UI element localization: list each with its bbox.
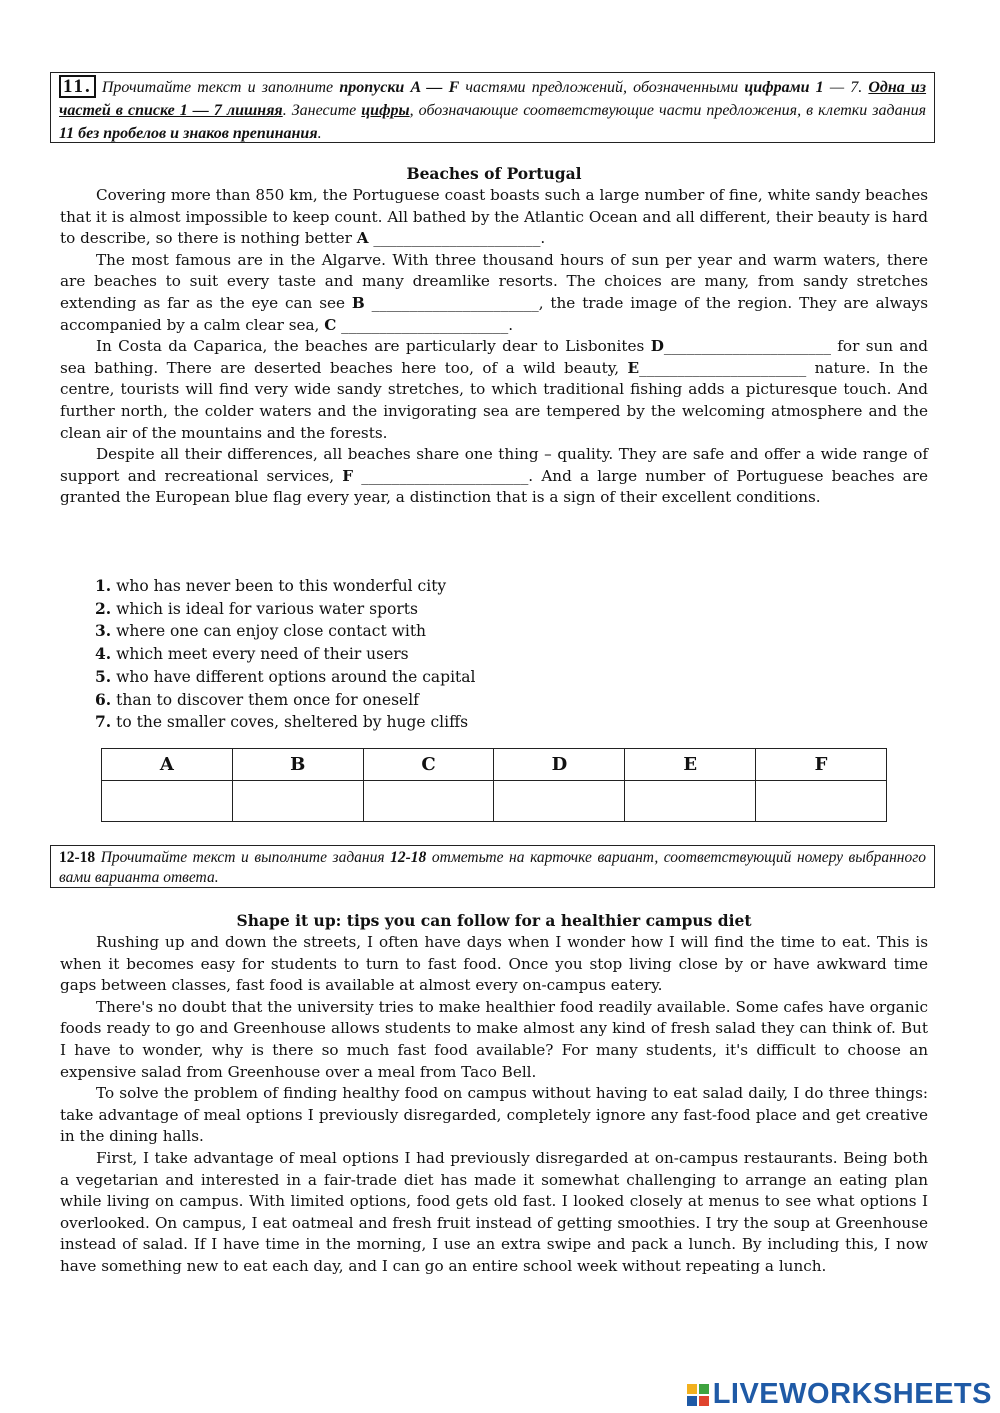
bold-text: цифрами 1 [744, 79, 824, 96]
answer-input-d[interactable] [494, 781, 624, 821]
bold-text: 11 без пробелов и знаков препинания [59, 125, 318, 142]
text-segment: — 7. [823, 79, 869, 96]
reading-title: Beaches of Portugal [406, 164, 582, 183]
text-segment: ______________________. [368, 229, 546, 248]
reading-text-campus [60, 932, 928, 1278]
answer-header: F [756, 749, 887, 781]
option-item: 4. which meet every need of their users [95, 644, 409, 664]
text-segment: To solve the problem of finding healthy food on campus without having to eat salad daily, I do three things: take advantage of meal options I previously disregarded, completely ignore any fast-food place and get creative in the dining halls. [60, 1084, 928, 1146]
answer-input-f[interactable] [756, 781, 886, 821]
answer-header: C [363, 749, 494, 781]
text-segment: Прочитайте текст и выполните задания [95, 849, 391, 866]
task12-instruction-text [59, 849, 926, 886]
text-segment: Covering more than 850 km, the Portuguese coast boasts such a large number of fine, white sandy beaches that it is almost impossible to keep count. All bathed by the Atlantic Ocean and all different, their beauty is hard to describe, so there is nothing better [60, 186, 928, 248]
text-segment: . [317, 125, 322, 142]
paragraph [60, 250, 928, 336]
bold-text: F [342, 466, 354, 485]
reading-text-beaches [60, 185, 928, 509]
option-item: 6. than to discover them once for oneself [95, 689, 419, 709]
task-number: 11. [59, 75, 96, 98]
text-segment: ______________________ for sun and sea bathing. There are deserted beaches here too, of a wild beauty, [60, 337, 928, 377]
reading-title-campus: Shape it up: tips you can follow for a healthier campus diet [236, 911, 752, 930]
text-segment: , обозначающие соответствующие части предложения, в клетки задания [409, 102, 927, 119]
text-segment: частями предложений, обозначенными [459, 79, 745, 96]
text-segment: ______________________. [336, 315, 514, 334]
text-segment: ______________________. And a large number of Portuguese beaches are granted the European blue flag every year, a distinction that is a sign of their excellent conditions. [60, 466, 928, 507]
text-segment: . Занесите [282, 102, 362, 119]
answer-input-a[interactable] [102, 781, 232, 821]
paragraph [60, 997, 928, 1083]
bold-text: 12-18 [390, 849, 427, 866]
text-segment: отметьте на карточке вариант, соответствующий номеру выбранного вами варианта ответа. [59, 849, 927, 886]
bold-text: D [650, 337, 664, 356]
bold-text: E [627, 358, 640, 377]
answer-input-c[interactable] [364, 781, 494, 821]
text-segment: In Costa da Caparica, the beaches are particularly dear to Lisbonites [96, 337, 651, 356]
text-segment: Despite all their differences, all beaches share one thing – quality. They are safe and offer a wide range of support and recreational services, [60, 445, 928, 485]
answer-header: B [232, 749, 363, 781]
bold-text: C [324, 315, 337, 334]
paragraph [60, 932, 928, 997]
paragraph [60, 185, 928, 250]
text-segment: ______________________, the trade image of the region. They are always accompanied by a calm clear sea, [60, 293, 928, 334]
bold-text: цифры [361, 102, 410, 119]
logo-text: LIVEWORKSHEETS [712, 1378, 992, 1410]
answer-input-b[interactable] [233, 781, 363, 821]
text-segment: Прочитайте текст и заполните [101, 79, 340, 96]
option-item: 3. where one can enjoy close contact with [95, 621, 427, 641]
answer-header: E [625, 749, 756, 781]
text-segment: The most famous are in the Algarve. With three thousand hours of sun per year and warm waters, there are beaches to suit every taste and many dreamlike resorts. The choices are many, from sandy stretches extending as far as the eye can see [60, 250, 928, 312]
option-item: 1. who has never been to this wonderful city [95, 576, 447, 595]
bold-text: пропуски A — F [339, 79, 460, 96]
answer-table [101, 748, 887, 822]
option-item: 2. which is ideal for various water sports [95, 598, 418, 618]
liveworksheets-logo [687, 1378, 992, 1411]
logo-squares-icon [687, 1384, 709, 1406]
answer-input-e[interactable] [625, 781, 755, 821]
bold-text: B [351, 293, 365, 312]
task11-instruction [50, 72, 935, 143]
text-segment: First, I take advantage of meal options I had previously disregarded at on-campus restaurants. Being both a vegetarian and interested in a fair-trade diet has made it somewhat challenging to arrange an eating plan while living on campus. With limited options, food gets old fast. I looked closely at menus to see what options I overlooked. On campus, I eat oatmeal and fresh fruit instead of getting smoothies. I try the soup at Greenhouse instead of salad. If I have time in the morning, I use an extra swipe and pack a lunch. By including this, I now have something new to eat each day, and I can go an entire school week without repeating a lunch. [60, 1148, 928, 1275]
bold-text: A [356, 229, 369, 248]
bold-text: Одна из частей в списке 1 — 7 лишняя [59, 79, 927, 119]
task11-instruction-text [59, 79, 926, 142]
text-segment: ______________________ nature. In the centre, tourists will find very wide sandy stretches, to which traditional fishing adds a picturesque touch. And further north, the colder waters and the invigorating sea are tempered by the welcoming atmosphere and the clean air of the mountains and the forests. [60, 358, 929, 442]
text-segment: There's no doubt that the university tries to make healthier food readily available. Some cafes have organic foods ready to go and Greenhouse allows students to make almost any kind of fresh salad they can think of. But I have to wonder, why is there so much fast food available? For many students, it's difficult to choose an expensive salad from Greenhouse over a meal from Taco Bell. [60, 997, 928, 1081]
text-segment: Rushing up and down the streets, I often have days when I wonder how I will find the time to eat. This is when it becomes easy for students to turn to fast food. Once you stop living close by or have awkward time gaps between classes, fast food is available at almost every on-campus eatery. [60, 933, 928, 995]
paragraph [60, 1083, 928, 1148]
option-item: 5. who have different options around the capital [95, 666, 476, 686]
option-item: 7. to the smaller coves, sheltered by huge cliffs [95, 712, 469, 732]
paragraph [60, 336, 928, 444]
answer-header: A [102, 749, 233, 781]
answer-header: D [494, 749, 625, 781]
options-list [95, 575, 475, 734]
paragraph [60, 1148, 928, 1278]
bold-text: 12-18 [59, 849, 96, 866]
task12-instruction [50, 845, 935, 888]
paragraph [60, 444, 928, 509]
